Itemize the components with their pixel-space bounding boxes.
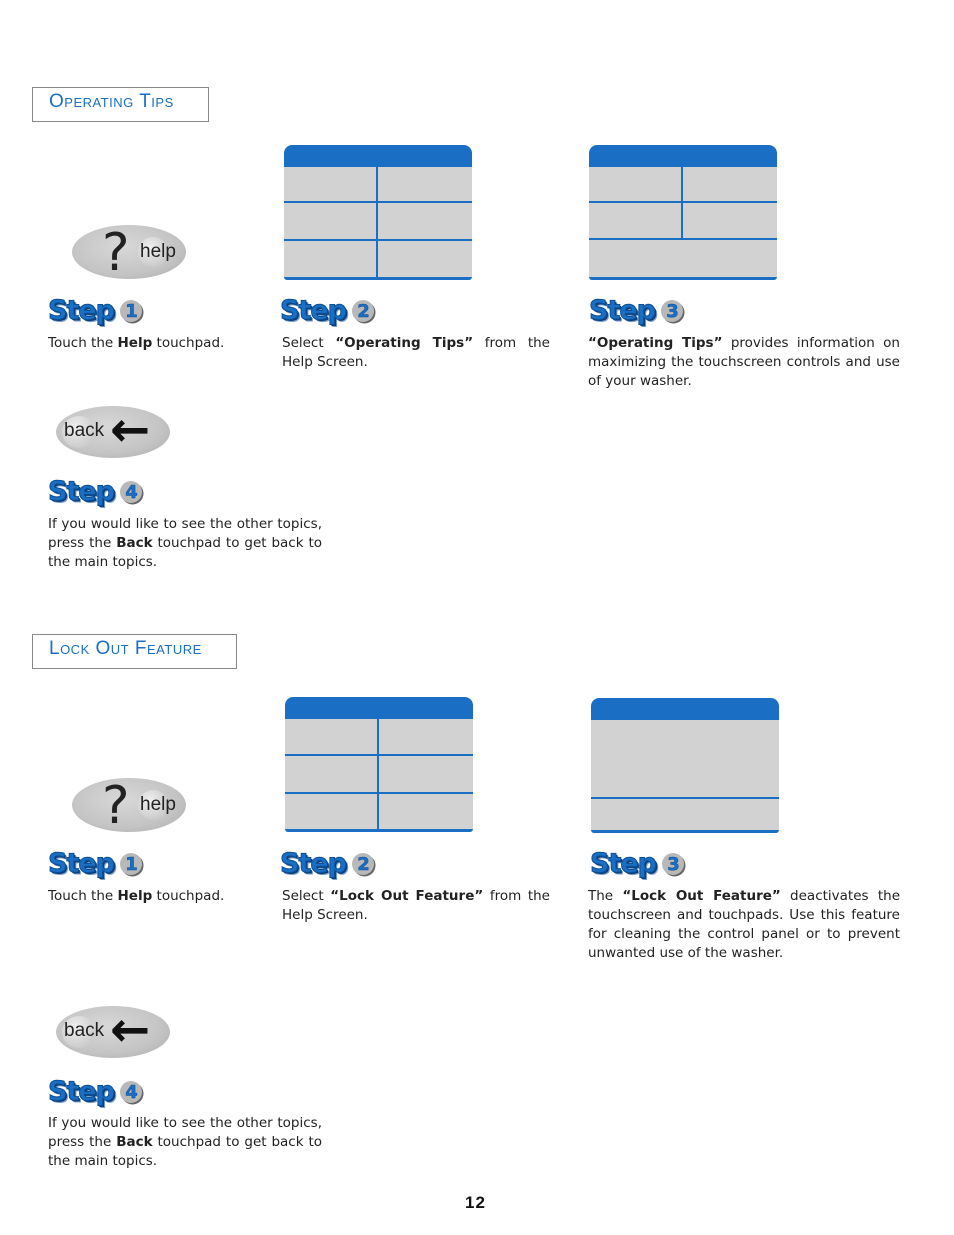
screen-divider xyxy=(376,167,378,277)
screen-divider xyxy=(681,167,683,239)
screen-divider xyxy=(284,239,472,241)
step-3-heading xyxy=(589,296,683,326)
step-1-heading xyxy=(48,296,142,326)
step-word: Step xyxy=(48,848,114,879)
section-title-text: Operating Tips xyxy=(49,91,174,112)
step-1-description xyxy=(48,887,248,906)
desc-text: touchpad. xyxy=(152,888,225,904)
question-mark-icon: ? xyxy=(102,776,130,836)
left-arrow-icon: ← xyxy=(110,1002,151,1058)
screen-title-bar xyxy=(284,145,472,167)
step-2-description xyxy=(282,334,550,372)
step-word: Step xyxy=(48,476,114,507)
question-mark-icon: ? xyxy=(102,223,130,283)
step-3-description xyxy=(588,334,900,391)
step-number: 3 xyxy=(662,853,684,875)
step-2-heading xyxy=(280,849,374,879)
back-touchpad-illustration xyxy=(56,1002,170,1058)
desc-text: from the Help Screen. xyxy=(282,335,550,370)
desc-text: from the Help Screen. xyxy=(282,888,550,923)
screen-divider xyxy=(285,792,473,794)
step-word: Step xyxy=(280,295,346,326)
help-screen-illustration xyxy=(284,145,472,280)
help-screen-illustration xyxy=(285,697,473,832)
desc-bold: “Lock Out Feature” xyxy=(622,888,781,904)
screen-divider xyxy=(589,201,777,203)
desc-text: touchpad to get back to the main topics. xyxy=(48,535,323,570)
step-number: 1 xyxy=(120,853,142,875)
step-1-description xyxy=(48,334,248,353)
desc-text: touchpad. xyxy=(152,335,225,351)
page-number: 12 xyxy=(465,1193,486,1212)
step-3-description xyxy=(588,887,900,963)
screen-title-bar xyxy=(285,697,473,719)
step-number: 4 xyxy=(120,1081,142,1103)
back-touchpad-illustration xyxy=(56,402,170,458)
desc-bold: Back xyxy=(116,1134,153,1150)
screen-title-bar xyxy=(589,145,777,167)
help-pad-label: help xyxy=(140,241,176,262)
desc-text: touchpad to get back to the main topics. xyxy=(48,1134,323,1169)
desc-bold: Help xyxy=(117,888,153,904)
back-pad-label: back xyxy=(64,1020,105,1041)
step-number: 2 xyxy=(352,300,374,322)
step-word: Step xyxy=(280,848,346,879)
step-number: 1 xyxy=(120,300,142,322)
help-touchpad-illustration xyxy=(72,776,186,836)
step-3-heading xyxy=(590,849,684,879)
desc-bold: “Operating Tips” xyxy=(335,335,474,351)
step-4-heading xyxy=(48,1077,142,1107)
desc-text: Touch the xyxy=(48,335,118,351)
desc-bold: Back xyxy=(116,535,153,551)
desc-text: Select xyxy=(282,335,336,351)
step-2-heading xyxy=(280,296,374,326)
section-title-lock-out-feature xyxy=(32,634,237,669)
desc-text: provides information on maximizing the touchscreen controls and use of your washer. xyxy=(588,335,900,389)
step-4-description xyxy=(48,1114,322,1171)
step-1-heading xyxy=(48,849,142,879)
desc-bold: Help xyxy=(117,335,153,351)
step-4-description xyxy=(48,515,322,572)
step-number: 4 xyxy=(120,481,142,503)
step-word: Step xyxy=(589,295,655,326)
lock-out-screen-illustration xyxy=(591,698,779,833)
step-number: 3 xyxy=(661,300,683,322)
step-number: 2 xyxy=(352,853,374,875)
help-touchpad-illustration xyxy=(72,223,186,283)
desc-text: The xyxy=(588,888,623,904)
step-word: Step xyxy=(48,1076,114,1107)
step-word: Step xyxy=(48,295,114,326)
screen-divider xyxy=(591,797,779,799)
desc-text: Select xyxy=(282,888,331,904)
step-4-heading xyxy=(48,477,142,507)
desc-text: deactivates the touchscreen and touchpads. Use this feature for cleaning the control panel or to prevent unwanted use of the washer. xyxy=(588,888,900,961)
screen-divider xyxy=(589,238,777,240)
desc-bold: “Operating Tips” xyxy=(588,335,723,351)
desc-text: If you would like to see the other topics, press the xyxy=(48,1115,322,1150)
section-title-operating-tips xyxy=(32,87,209,122)
screen-divider xyxy=(284,201,472,203)
desc-text: If you would like to see the other topics, press the xyxy=(48,516,322,551)
left-arrow-icon: ← xyxy=(110,402,151,458)
section-title-text: Lock Out Feature xyxy=(49,638,202,659)
screen-title-bar xyxy=(591,698,779,720)
back-pad-label: back xyxy=(64,420,105,441)
operating-tips-screen-illustration xyxy=(589,145,777,280)
screen-divider xyxy=(377,719,379,829)
step-word: Step xyxy=(590,848,656,879)
step-2-description xyxy=(282,887,550,925)
desc-bold: “Lock Out Feature” xyxy=(330,888,484,904)
screen-divider xyxy=(285,754,473,756)
help-pad-label: help xyxy=(140,794,176,815)
desc-text: Touch the xyxy=(48,888,118,904)
